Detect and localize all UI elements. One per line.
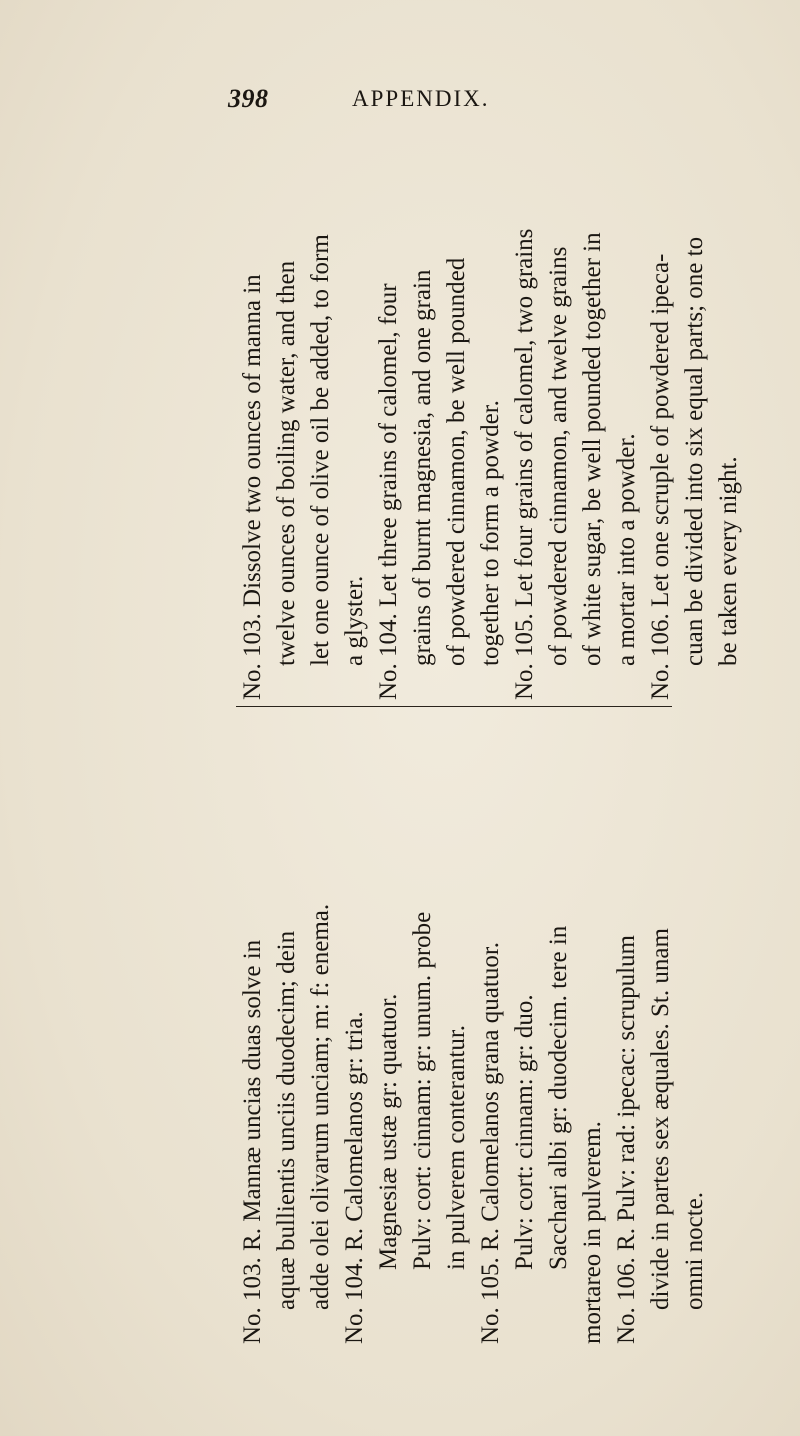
english-line: twelve ounces of boiling water, and then (273, 260, 300, 666)
latin-line: mortareo in pulverem. (579, 1121, 606, 1344)
english-line: No. 105. Let four grains of calomel, two grains (511, 228, 538, 700)
english-line: together to form a powder. (477, 400, 504, 666)
latin-line: omni nocte. (681, 1191, 708, 1310)
running-head: APPENDIX. (352, 86, 490, 111)
latin-line: No. 104. R. Calomelanos gr: tria. (341, 1011, 368, 1344)
latin-line: No. 103. R. Mannæ uncias duas solve in (239, 939, 266, 1344)
english-translation-block (236, 140, 746, 700)
english-line: be taken every night. (715, 456, 742, 666)
latin-line: Sacchari albi gr: duodecim. tere in (545, 925, 572, 1270)
latin-line: No. 105. R. Calomelanos grana quatuor. (477, 941, 504, 1344)
latin-line: divide in partes sex æquales. St. unam (647, 928, 674, 1310)
latin-line: Magnesiæ ustæ gr: quatuor. (375, 993, 402, 1270)
latin-line: aquæ bullientis unciis duodecim; dein (273, 930, 300, 1310)
latin-line: in pulverem conterantur. (443, 1024, 470, 1270)
latin-prescription-block (236, 724, 712, 1344)
english-line: No. 106. Let one scruple of powdered ipeca- (647, 253, 674, 700)
english-line: No. 104. Let three grains of calomel, four (375, 283, 402, 700)
english-line: grains of burnt magnesia, and one grain (409, 269, 436, 666)
page-header (0, 84, 800, 124)
english-line: No. 103. Dissolve two ounces of manna in (239, 274, 266, 700)
column-divider (236, 706, 672, 707)
page-number: 398 (228, 84, 269, 113)
english-line: of powdered cinnamon, and twelve grains (545, 246, 572, 666)
latin-line: No. 106. R. Pulv: rad: ipecac: scrupulum (613, 935, 640, 1344)
english-line: of powdered cinnamon, be well pounded (443, 257, 470, 666)
english-line: a glyster. (341, 575, 368, 666)
english-line: of white sugar, be well pounded together in (579, 232, 606, 666)
english-line: a mortar into a powder. (613, 433, 640, 666)
latin-line: Pulv: cort: cinnam: gr: duo. (511, 994, 538, 1270)
english-line: cuan be divided into six equal parts; one to (681, 236, 708, 666)
latin-line: adde olei olivarum unciam; m: f: enema. (307, 903, 334, 1310)
latin-line: Pulv: cort: cinnam: gr: unum. probe (409, 911, 436, 1270)
english-line: let one ounce of olive oil be added, to form (307, 234, 334, 666)
